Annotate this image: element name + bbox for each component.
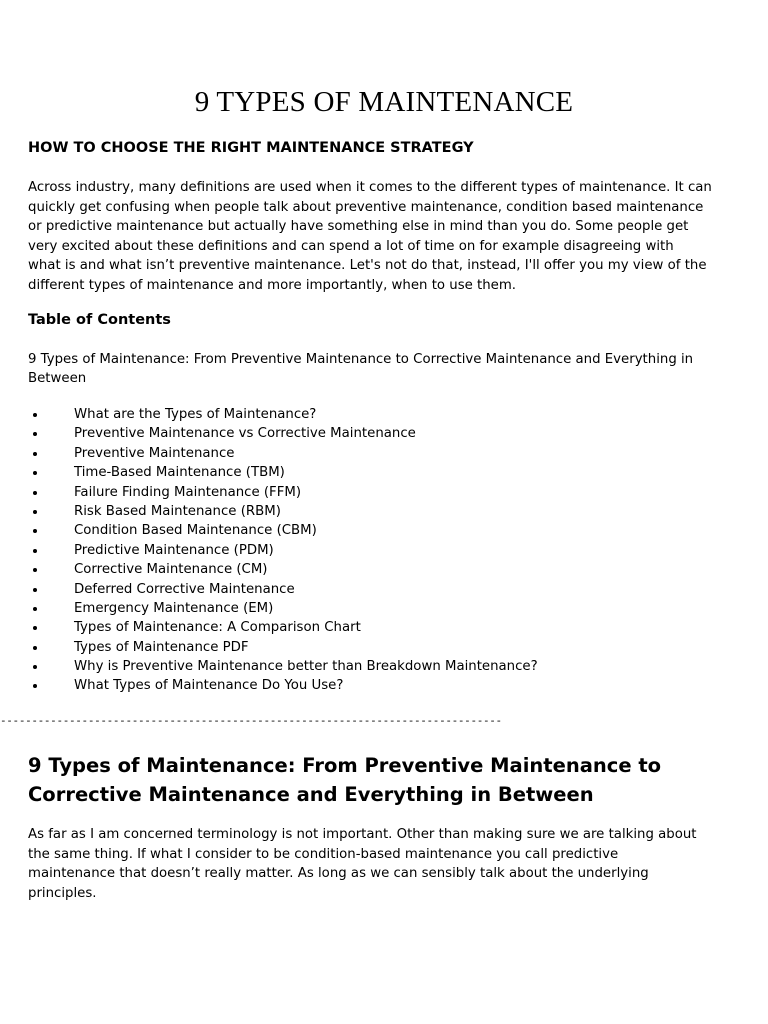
bullet-icon <box>33 432 37 436</box>
toc-item-label: Preventive Maintenance vs Corrective Maintenance <box>74 426 416 442</box>
intro-line: Across industry, many definitions are used when it comes to the different types of maintenance. It can <box>28 180 712 195</box>
toc-item-failure-finding-maintenance[interactable] <box>28 483 538 502</box>
toc-item-label: Emergency Maintenance (EM) <box>74 600 274 616</box>
toc-item-risk-based-maintenance[interactable] <box>28 502 538 521</box>
toc-item-corrective-maintenance[interactable] <box>28 560 538 579</box>
document-subtitle: HOW TO CHOOSE THE RIGHT MAINTENANCE STRATEGY <box>28 140 474 156</box>
toc-intro-line: Between <box>28 371 87 386</box>
toc-item-label: Condition Based Maintenance (CBM) <box>74 523 317 539</box>
section-body-line: As far as I am concerned terminology is not important. Other than making sure we are talking about <box>28 827 697 842</box>
section-body-line: the same thing. If what I consider to be condition-based maintenance you call predictive <box>28 846 619 862</box>
intro-line: quickly get confusing when people talk about preventive maintenance, condition based maintenance <box>28 199 704 215</box>
intro-line: different types of maintenance and more importantly, when to use them. <box>28 277 517 293</box>
bullet-icon <box>33 413 37 417</box>
bullet-icon <box>33 529 37 533</box>
section-paragraph <box>28 825 728 903</box>
bullet-icon <box>33 549 37 553</box>
bullet-icon <box>33 626 37 630</box>
section-body-line: principles. <box>28 885 97 901</box>
toc-item-label: Corrective Maintenance (CM) <box>74 562 268 578</box>
toc-item-label: Time-Based Maintenance (TBM) <box>74 465 285 481</box>
section-heading-line: Corrective Maintenance and Everything in Between <box>28 783 594 806</box>
toc-item-label: What are the Types of Maintenance? <box>74 407 317 422</box>
toc-item-maintenance-pdf[interactable] <box>28 638 538 657</box>
section-heading-line: 9 Types of Maintenance: From Preventive Maintenance to <box>28 754 662 777</box>
bullet-icon <box>33 471 37 475</box>
toc-item-label: Types of Maintenance: A Comparison Chart <box>74 620 361 636</box>
toc-item-label: Risk Based Maintenance (RBM) <box>74 503 281 519</box>
bullet-icon <box>33 607 37 611</box>
bullet-icon <box>33 568 37 572</box>
toc-item-preventive-vs-corrective[interactable] <box>28 424 538 443</box>
bullet-icon <box>33 452 37 456</box>
toc-list <box>28 405 538 696</box>
toc-item-emergency-maintenance[interactable] <box>28 599 538 618</box>
toc-item-types-of-maintenance[interactable] <box>28 405 538 424</box>
bullet-icon <box>33 684 37 688</box>
intro-paragraph <box>28 178 728 296</box>
toc-item-label: Why is Preventive Maintenance better than Breakdown Maintenance? <box>74 659 538 675</box>
toc-intro-line: 9 Types of Maintenance: From Preventive Maintenance to Corrective Maintenance and Everything in <box>28 352 694 367</box>
intro-line: very excited about these definitions and can spend a lot of time on for example disagreeing with <box>28 238 674 254</box>
toc-item-label: Preventive Maintenance <box>74 445 235 461</box>
toc-item-what-types-do-you-use[interactable] <box>28 676 538 695</box>
toc-heading: Table of Contents <box>28 312 171 328</box>
bullet-icon <box>33 646 37 650</box>
toc-item-comparison-chart[interactable] <box>28 618 538 637</box>
toc-item-deferred-corrective-maintenance[interactable] <box>28 580 538 599</box>
bullet-icon <box>33 588 37 592</box>
section-heading <box>28 751 728 809</box>
section-body-line: maintenance that doesn’t really matter. As long as we can sensibly talk about the underlying <box>28 866 649 882</box>
dashed-separator: -------------------------------------------------------------------------------- <box>0 714 502 727</box>
toc-item-predictive-maintenance[interactable] <box>28 541 538 560</box>
toc-item-preventive-maintenance[interactable] <box>28 444 538 463</box>
toc-item-label: Failure Finding Maintenance (FFM) <box>74 484 302 500</box>
toc-item-label: Types of Maintenance PDF <box>74 639 249 655</box>
toc-item-time-based-maintenance[interactable] <box>28 463 538 482</box>
document-title: 9 TYPES OF MAINTENANCE <box>194 86 574 118</box>
intro-line: what is and what isn’t preventive maintenance. Let's not do that, instead, I'll offer you my view of the <box>28 258 707 274</box>
toc-item-label: Deferred Corrective Maintenance <box>74 581 295 597</box>
toc-item-label: What Types of Maintenance Do You Use? <box>74 678 344 694</box>
bullet-icon <box>33 665 37 669</box>
toc-intro[interactable] <box>28 350 728 388</box>
intro-line: or predictive maintenance but actually have something else in mind than you do. Some people get <box>28 219 689 235</box>
toc-item-preventive-better-than-breakdown[interactable] <box>28 657 538 676</box>
bullet-icon <box>33 491 37 495</box>
toc-item-condition-based-maintenance[interactable] <box>28 521 538 540</box>
bullet-icon <box>33 510 37 514</box>
toc-item-label: Predictive Maintenance (PDM) <box>74 542 274 558</box>
